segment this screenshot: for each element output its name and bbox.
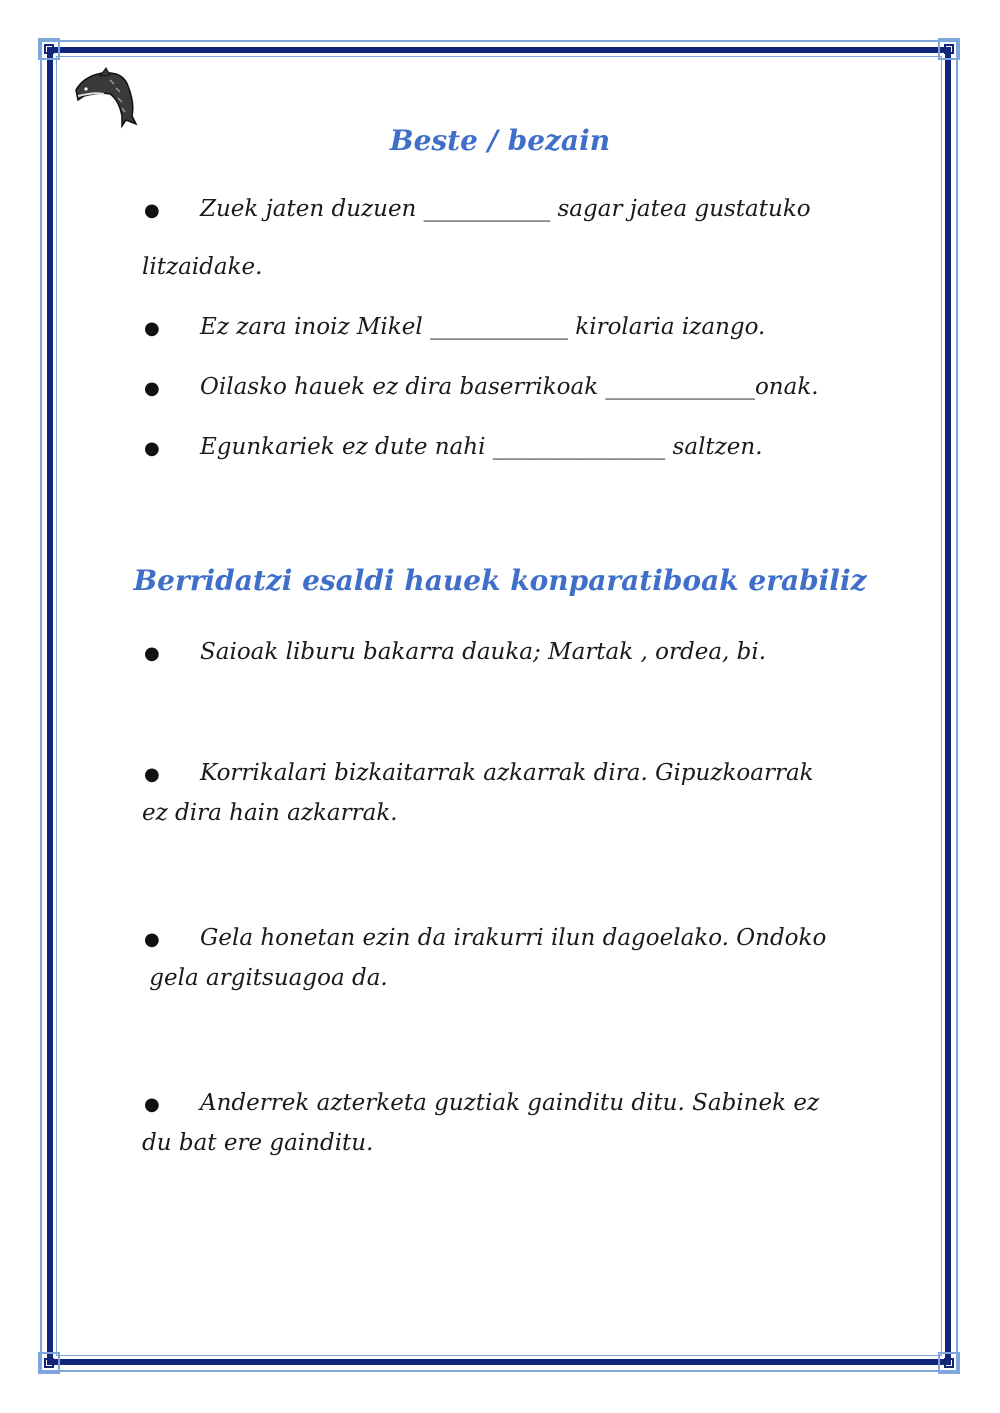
- exercise-sentence: Egunkariek ez dute nahi _______________ saltzen.: [200, 434, 763, 460]
- exercise-sentence-continued: du bat ere gainditu.: [142, 1130, 374, 1156]
- bullet-icon: ●: [144, 318, 160, 339]
- exercise-sentence: Saioak liburu bakarra dauka; Martak , ordea, bi.: [200, 639, 767, 665]
- exercise-sentence-continued: ez dira hain azkarrak.: [142, 800, 398, 826]
- page-border-inner: [56, 56, 942, 1356]
- corner-ornament: [38, 1352, 60, 1374]
- bullet-icon: ●: [144, 643, 160, 664]
- bullet-icon: ●: [144, 929, 160, 950]
- exercise-sentence: Anderrek azterketa guztiak gainditu ditu. Sabinek ez: [200, 1090, 820, 1116]
- exercise-sentence-continued: litzaidake.: [142, 254, 263, 280]
- section-title: Berridatzi esaldi hauek konparatiboak erabiliz: [133, 564, 867, 597]
- dolphin-icon: [70, 66, 142, 130]
- exercise-sentence: Oilasko hauek ez dira baserrikoak _____________onak.: [200, 374, 819, 400]
- exercise-sentence: Korrikalari bizkaitarrak azkarrak dira. Gipuzkoarrak: [200, 760, 814, 786]
- exercise-sentence: Gela honetan ezin da irakurri ilun dagoelako. Ondoko: [200, 925, 827, 951]
- exercise-sentence: Ez zara inoiz Mikel ____________ kirolaria izango.: [200, 314, 766, 340]
- corner-ornament: [938, 38, 960, 60]
- bullet-icon: ●: [144, 1094, 160, 1115]
- section-title: Beste / bezain: [389, 124, 611, 157]
- bullet-icon: ●: [144, 200, 160, 221]
- corner-ornament: [938, 1352, 960, 1374]
- corner-ornament: [38, 38, 60, 60]
- bullet-icon: ●: [144, 764, 160, 785]
- bullet-icon: ●: [144, 438, 160, 459]
- exercise-sentence: Zuek jaten duzuen ___________ sagar jatea gustatuko: [200, 196, 811, 222]
- exercise-sentence-continued: gela argitsuagoa da.: [142, 965, 388, 991]
- bullet-icon: ●: [144, 378, 160, 399]
